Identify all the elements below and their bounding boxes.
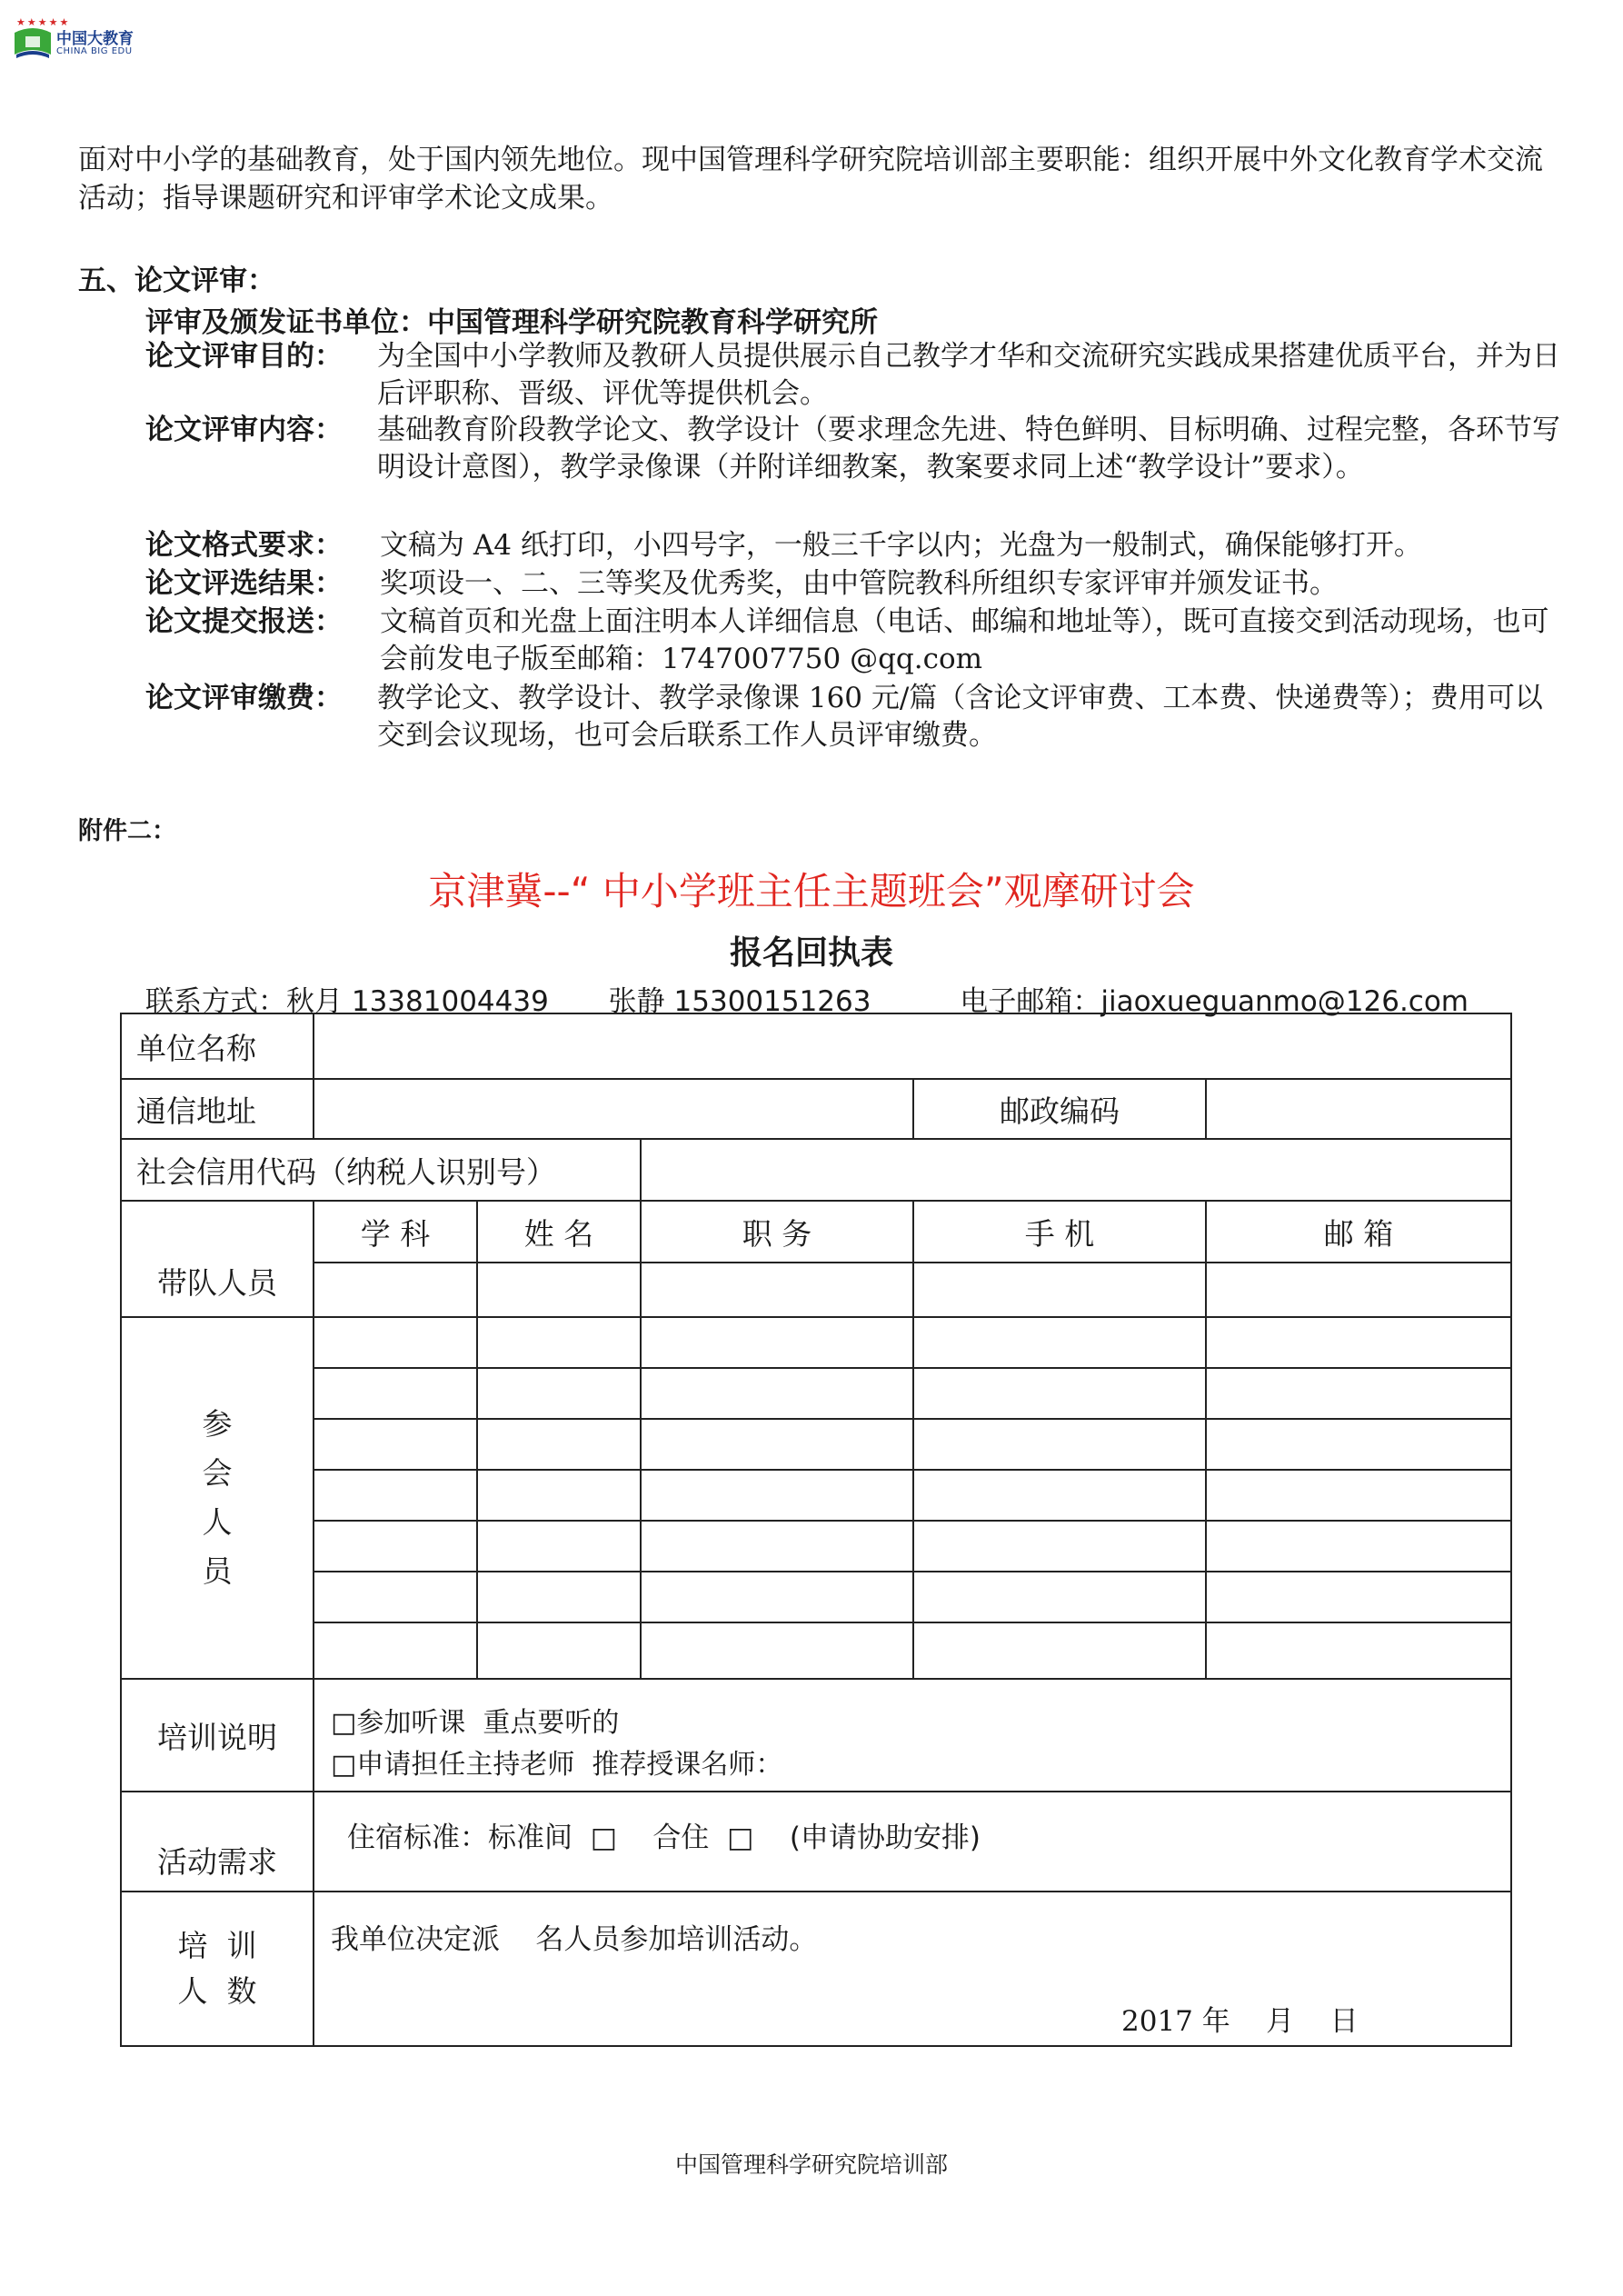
column-header: 学 科 <box>313 1200 478 1263</box>
review-item-text: 教学论文、教学设计、教学录像课 160 元/篇（含论文评审费、工本费、快递费等）；费用可以交到会议现场，也可会后联系工作人员评审缴费。 <box>377 682 1543 752</box>
attendee-field[interactable] <box>912 1367 1207 1420</box>
review-item <box>145 412 1563 486</box>
attendee-field[interactable] <box>640 1571 914 1623</box>
logo-stars: ★★★★★ <box>16 16 71 28</box>
review-unit: 评审及颁发证书单位：中国管理科学研究院教育科学研究所 <box>145 306 878 339</box>
attendee-field[interactable] <box>1205 1418 1512 1471</box>
attendee-field[interactable] <box>1205 1469 1512 1522</box>
attachment-label: 附件二： <box>78 817 176 845</box>
attendees-label-char: 人 <box>202 1504 233 1540</box>
leader-field[interactable] <box>912 1262 1207 1318</box>
credit-code-field[interactable] <box>640 1138 1512 1202</box>
attendee-field[interactable] <box>640 1622 914 1680</box>
attendee-field[interactable] <box>912 1622 1207 1680</box>
count-field <box>313 1891 1512 2047</box>
logo-name-cn: 中国大教育 <box>56 30 134 48</box>
logo-name-en: CHINA BIG EDU <box>56 46 133 56</box>
review-item-text: 奖项设一、二、三等奖及优秀奖，由中管院教科所组织专家评审并颁发证书。 <box>380 567 1338 600</box>
attendee-field[interactable] <box>640 1520 914 1572</box>
review-item <box>145 527 1563 564</box>
attendee-field[interactable] <box>912 1571 1207 1623</box>
review-item-label: 论文格式要求： <box>145 529 343 562</box>
section-heading: 五、论文评审： <box>78 265 275 297</box>
attendee-field[interactable] <box>476 1418 642 1471</box>
leader-field[interactable] <box>313 1262 478 1318</box>
attendee-field[interactable] <box>476 1571 642 1623</box>
attendee-field[interactable] <box>476 1316 642 1369</box>
review-item-label: 论文评审目的： <box>145 340 343 373</box>
attendee-field[interactable] <box>313 1571 478 1623</box>
footer-org: 中国管理科学研究院培训部 <box>674 2151 948 2178</box>
review-item <box>145 565 1563 603</box>
attendee-field[interactable] <box>313 1469 478 1522</box>
review-item-label: 论文评审内容： <box>145 414 343 446</box>
attendee-field[interactable] <box>1205 1316 1512 1369</box>
review-item <box>145 338 1563 413</box>
training-option-listen[interactable]: □参加听课 重点要听的 <box>331 1707 620 1739</box>
attendee-field[interactable] <box>1205 1622 1512 1680</box>
credit-code-label: 社会信用代码（纳税人识别号） <box>120 1138 642 1202</box>
attendee-field[interactable] <box>1205 1520 1512 1572</box>
postcode-label: 邮政编码 <box>912 1078 1207 1140</box>
column-header: 手 机 <box>912 1200 1207 1263</box>
attendee-field[interactable] <box>476 1520 642 1572</box>
attendee-field[interactable] <box>912 1316 1207 1369</box>
attendees-label-char: 会 <box>202 1455 233 1491</box>
review-item-label: 论文评审缴费： <box>145 682 343 714</box>
attendee-field[interactable] <box>313 1316 478 1369</box>
review-item-text: 基础教育阶段教学论文、教学设计（要求理念先进、特色鲜明、目标明确、过程完整，各环节写明设计意图），教学录像课（并附详细教案，教案要求同上述“教学设计”要求）。 <box>377 414 1560 484</box>
activity-label: 活动需求 <box>120 1791 314 1892</box>
attendee-field[interactable] <box>912 1418 1207 1471</box>
book-icon <box>13 27 53 60</box>
intro-paragraph: 面对中小学的基础教育，处于国内领先地位。现中国管理科学研究院培训部主要职能：组织开展中外文化教育学术交流活动；指导课题研究和评审学术论文成果。 <box>78 144 1543 215</box>
postcode-field[interactable] <box>1205 1078 1512 1140</box>
attendee-field[interactable] <box>313 1520 478 1572</box>
count-label-line: 人 数 <box>177 1973 257 2009</box>
attendee-field[interactable] <box>640 1418 914 1471</box>
attendee-field[interactable] <box>313 1418 478 1471</box>
address-label: 通信地址 <box>120 1078 314 1140</box>
attendee-field[interactable] <box>640 1367 914 1420</box>
review-item-label: 论文评选结果： <box>145 567 343 600</box>
review-item <box>145 604 1563 678</box>
attendee-field[interactable] <box>476 1469 642 1522</box>
leader-field[interactable] <box>476 1262 642 1318</box>
training-option-host[interactable]: □申请担任主持老师 推荐授课名师： <box>331 1749 783 1781</box>
training-options <box>313 1678 1512 1792</box>
review-item-text: 为全国中小学教师及教研人员提供展示自己教学才华和交流研究实践成果搭建优质平台，并为日后评职称、晋级、评优等提供机会。 <box>377 340 1560 410</box>
attendee-field[interactable] <box>1205 1367 1512 1420</box>
attendee-field[interactable] <box>912 1469 1207 1522</box>
attendee-field[interactable] <box>640 1316 914 1369</box>
column-header: 邮 箱 <box>1205 1200 1512 1263</box>
contact-secondary: 张静 15300151263 <box>608 985 871 1018</box>
leader-field[interactable] <box>1205 1262 1512 1318</box>
column-header: 姓 名 <box>476 1200 642 1263</box>
attendees-label <box>120 1316 314 1680</box>
count-label <box>120 1891 314 2047</box>
date-line[interactable]: 2017 年 月 日 <box>1121 2005 1359 2038</box>
attendee-field[interactable] <box>476 1367 642 1420</box>
training-label: 培训说明 <box>120 1678 314 1792</box>
column-header: 职 务 <box>640 1200 914 1263</box>
contact-email: 电子邮箱：jiaoxueguanmo@126.com <box>960 985 1469 1018</box>
review-item-text: 文稿首页和光盘上面注明本人详细信息（电话、邮编和地址等），既可直接交到活动现场，也可会前发电子版至邮箱：1747007750 @qq.com <box>380 605 1549 675</box>
attendee-field[interactable] <box>313 1622 478 1680</box>
attendee-field[interactable] <box>912 1520 1207 1572</box>
activity-field <box>313 1791 1512 1892</box>
count-label-line: 培 训 <box>177 1928 257 1963</box>
leader-field[interactable] <box>640 1262 914 1318</box>
attendee-field[interactable] <box>1205 1571 1512 1623</box>
brand-logo <box>9 9 218 64</box>
unit-name-label: 单位名称 <box>120 1013 314 1080</box>
unit-name-field[interactable] <box>313 1013 1512 1080</box>
contact-primary: 联系方式：秋月 13381004439 <box>145 985 549 1018</box>
leader-label: 带队人员 <box>120 1200 314 1318</box>
review-item-label: 论文提交报送： <box>145 605 343 638</box>
accommodation-options[interactable]: 住宿标准：标准间 □ 合住 □ (申请协助安排) <box>347 1822 981 1854</box>
form-title: 京津冀--“ 中小学班主任主题班会”观摩研讨会 <box>428 869 1195 913</box>
attendees-label-char: 员 <box>202 1553 233 1589</box>
attendee-field[interactable] <box>313 1367 478 1420</box>
form-subtitle: 报名回执表 <box>729 934 893 972</box>
review-item-text: 文稿为 A4 纸打印，小四号字，一般三千字以内；光盘为一般制式，确保能够打开。 <box>380 529 1422 562</box>
address-field[interactable] <box>313 1078 914 1140</box>
attendee-field[interactable] <box>640 1469 914 1522</box>
review-item <box>145 680 1563 754</box>
attendee-field[interactable] <box>476 1622 642 1680</box>
count-statement[interactable]: 我单位决定派 名人员参加培训活动。 <box>331 1923 818 1956</box>
attendees-label-char: 参 <box>202 1406 233 1442</box>
